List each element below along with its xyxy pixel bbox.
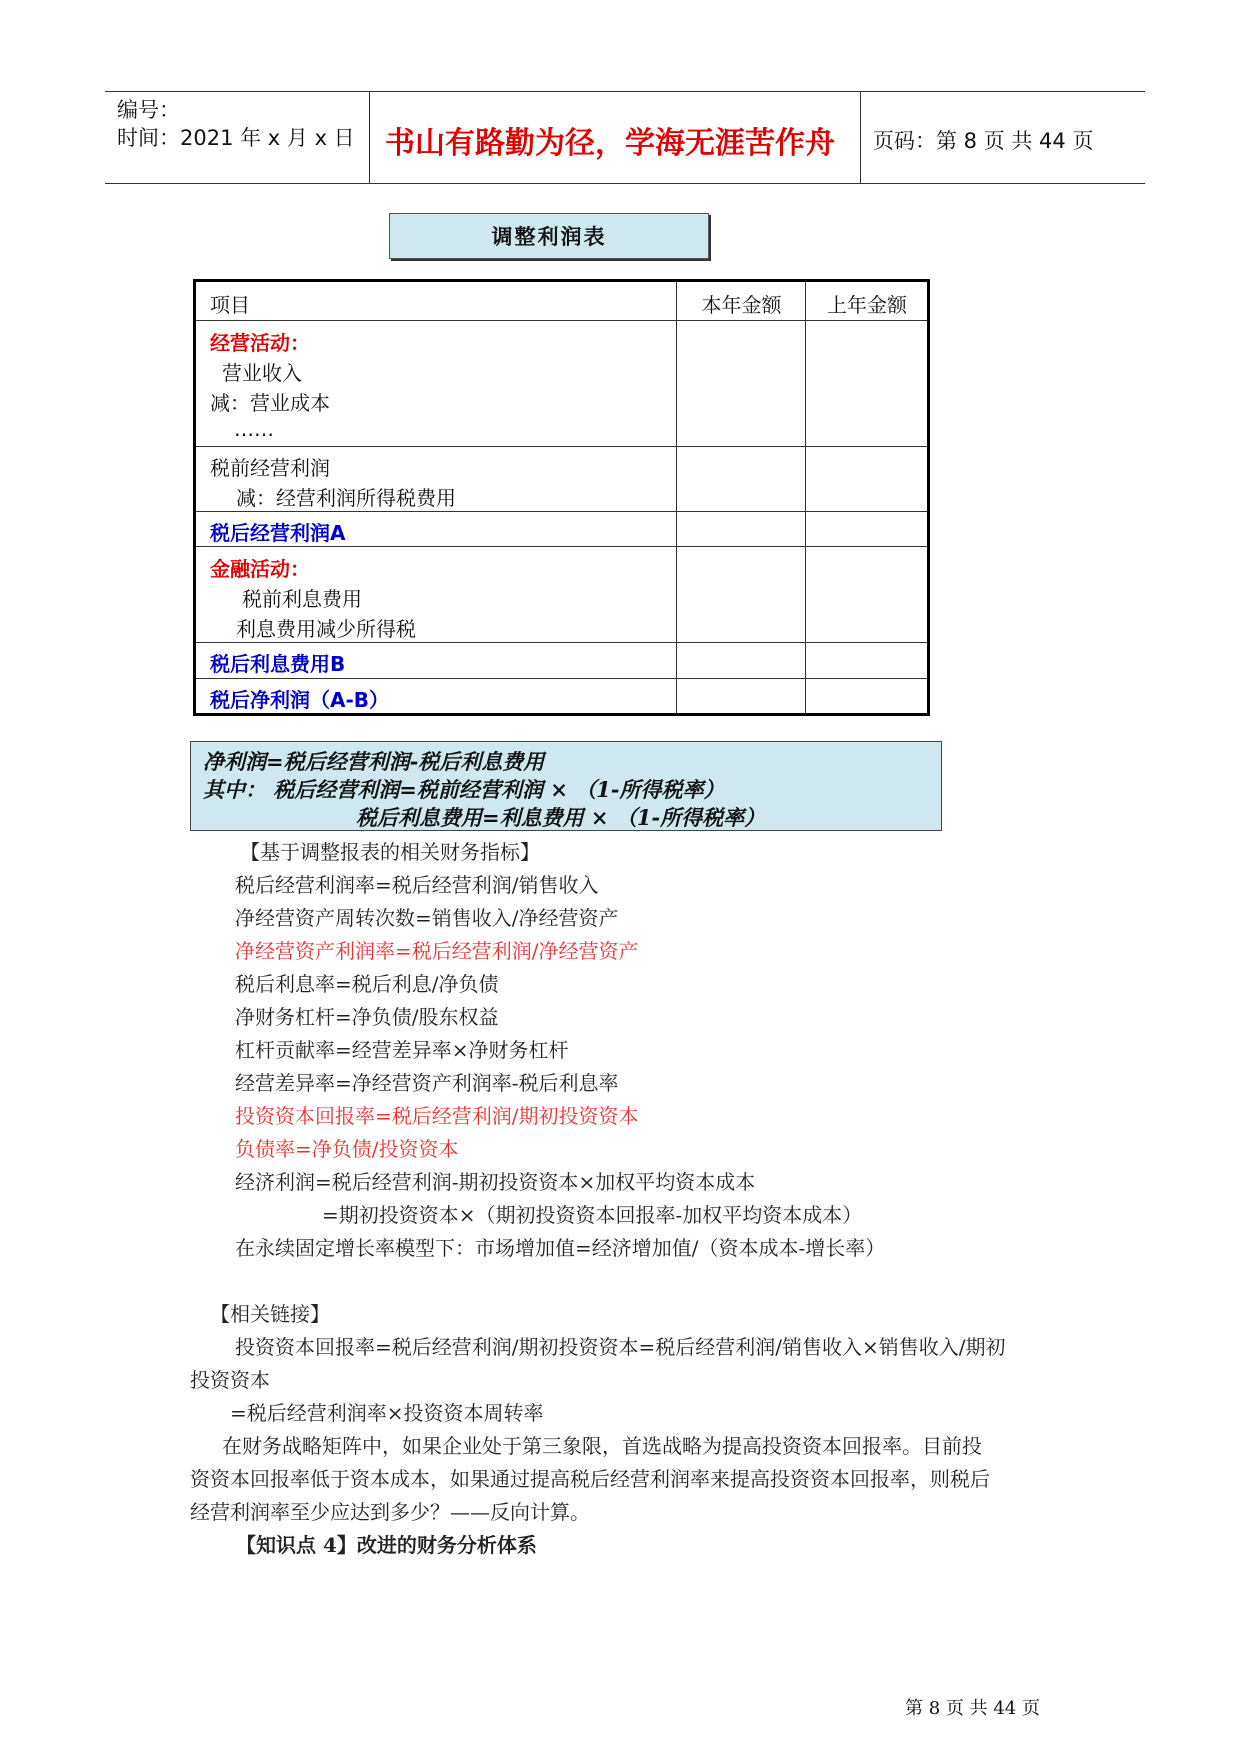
indicator-line: 杠杆贡献率=经营差异率×净财务杠杆: [235, 1038, 569, 1062]
indicator-line: 经济利润=税后经营利润-期初投资资本×加权平均资本成本: [235, 1170, 756, 1194]
header-top-rule: [105, 91, 1145, 92]
row-label: 金融活动：: [210, 557, 310, 581]
row-label: 税后净利润（A-B）: [210, 688, 390, 712]
indicator-line: 投资资本回报率=税后经营利润/期初投资资本: [235, 1104, 639, 1128]
row-label: 税前利息费用: [242, 587, 362, 611]
row-label: 减：经营利润所得税费用: [236, 486, 456, 510]
row-label: 经营活动：: [210, 331, 310, 355]
row-label: 税后利息费用B: [210, 652, 346, 676]
row-label: 税前经营利润: [210, 456, 330, 480]
indicator-line: 负债率=净负债/投资资本: [235, 1137, 459, 1161]
row-label: 减：营业成本: [210, 391, 330, 415]
row-label: ……: [234, 417, 274, 441]
indicator-line: 净经营资产周转次数=销售收入/净经营资产: [235, 906, 619, 930]
page-footer: 第 8 页 共 44 页: [905, 1698, 1040, 1719]
formula-line: 其中： 税后经营利润=税前经营利润 × （1-所得税率）: [203, 777, 725, 802]
table-row: [196, 446, 927, 512]
indicators-heading: 【基于调整报表的相关财务指标】: [240, 840, 540, 864]
links-line: 经营利润率至少应达到多少？——反向计算。: [190, 1500, 590, 1524]
header-divider-right: [860, 91, 861, 183]
table-row: [196, 511, 927, 547]
adjusted-income-table: [193, 279, 930, 716]
table-row: [196, 678, 927, 714]
indicator-line: 净经营资产利润率=税后经营利润/净经营资产: [235, 939, 639, 963]
header-prior-year: 上年金额: [827, 293, 907, 317]
links-line: 投资资本: [190, 1368, 270, 1392]
header-item: 项目: [210, 293, 250, 317]
links-line: =税后经营利润率×投资资本周转率: [230, 1401, 544, 1425]
header-number-label: 编号：: [117, 98, 180, 122]
table-row: [196, 320, 927, 447]
header-motto: 书山有路勤为径，学海无涯苦作舟: [385, 126, 835, 161]
knowledge-point-heading: 【知识点 4】改进的财务分析体系: [236, 1533, 537, 1557]
table-title: 调整利润表: [389, 213, 709, 259]
table-row: [196, 642, 927, 679]
indicator-line: 税后经营利润率=税后经营利润/销售收入: [235, 873, 599, 897]
indicator-line: 净财务杠杆=净负债/股东权益: [235, 1005, 499, 1029]
formula-line: 税后利息费用=利息费用 × （1-所得税率）: [356, 805, 766, 830]
header-page-label: 页码：第 8 页 共 44 页: [873, 129, 1094, 153]
formula-line: 净利润=税后经营利润-税后利息费用: [203, 749, 545, 774]
links-line: 资资本回报率低于资本成本，如果通过提高税后经营利润率来提高投资资本回报率，则税后: [190, 1467, 990, 1491]
header-time-label: 时间：2021 年 x 月 x 日: [117, 126, 355, 150]
row-label: 营业收入: [222, 361, 302, 385]
links-line: 投资资本回报率=税后经营利润/期初投资资本=税后经营利润/销售收入×销售收入/期初: [235, 1335, 1006, 1359]
row-label: 税后经营利润A: [210, 521, 346, 545]
table-header-row: [196, 282, 927, 320]
links-heading: 【相关链接】: [210, 1302, 330, 1326]
indicator-line: =期初投资资本×（期初投资资本回报率-加权平均资本成本）: [322, 1203, 863, 1227]
indicator-line: 税后利息率=税后利息/净负债: [235, 972, 499, 996]
row-label: 利息费用减少所得税: [236, 617, 416, 641]
links-line: 在财务战略矩阵中，如果企业处于第三象限，首选战略为提高投资资本回报率。目前投: [222, 1434, 982, 1458]
header-bottom-rule: [105, 183, 1145, 184]
indicator-line: 在永续固定增长率模型下：市场增加值=经济增加值/（资本成本-增长率）: [235, 1236, 886, 1260]
table-row: [196, 546, 927, 643]
indicator-line: 经营差异率=净经营资产利润率-税后利息率: [235, 1071, 619, 1095]
header-current-year: 本年金额: [701, 293, 782, 317]
formula-box: [190, 741, 942, 831]
